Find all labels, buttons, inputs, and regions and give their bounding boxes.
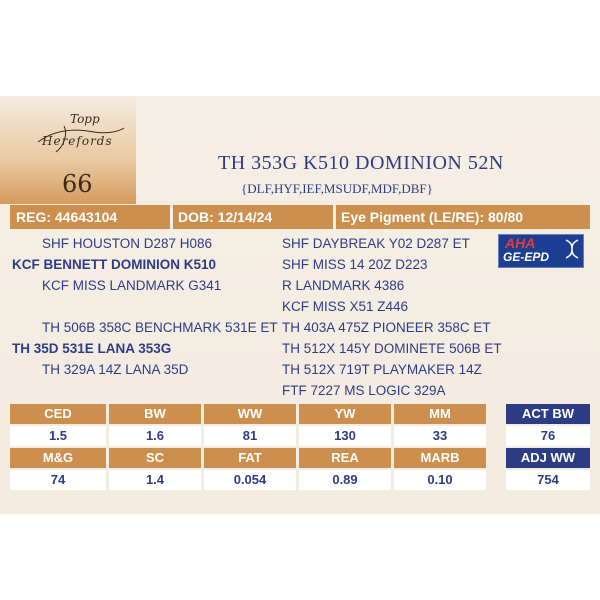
pedigree-ancestor: KCF MISS X51 Z446: [282, 299, 409, 314]
logo-line2: Herefords: [42, 134, 113, 148]
epd-value-bw: 1.6: [109, 426, 201, 446]
epd-value-mm: 33: [394, 426, 486, 446]
badge-line1: AHA: [505, 235, 536, 251]
info-bar: [10, 205, 590, 229]
pedigree-sire-sire: SHF HOUSTON D287 H086: [42, 236, 213, 251]
pedigree-ancestor: FTF 7227 MS LOGIC 329A: [282, 383, 446, 398]
epd-header-mm: MM: [394, 404, 486, 424]
pedigree-ancestor: SHF MISS 14 20Z D223: [282, 257, 428, 272]
act-bw-label: ACT BW: [506, 404, 590, 424]
adj-ww-label: ADJ WW: [506, 448, 590, 468]
logo-line1: Topp: [70, 112, 100, 126]
epd-value-yw: 130: [299, 426, 391, 446]
pedigree-ancestor: TH 512X 719T PLAYMAKER 14Z: [282, 362, 482, 377]
divider: [170, 205, 173, 229]
epd-value-sc: 1.4: [109, 470, 201, 490]
pedigree-ancestor: TH 403A 475Z PIONEER 358C ET: [282, 320, 491, 335]
pedigree-sire-dam: KCF MISS LANDMARK G341: [42, 278, 222, 293]
pedigree-ancestor: TH 512X 145Y DOMINETE 506B ET: [282, 341, 502, 356]
epd-header-fat: FAT: [204, 448, 296, 468]
epd-value-ced: 1.5: [10, 426, 106, 446]
pedigree-ancestor: SHF DAYBREAK Y02 D287 ET: [282, 236, 470, 251]
epd-header-bw: BW: [109, 404, 201, 424]
registration-number: REG: 44643104: [16, 209, 118, 225]
epd-header-mg: M&G: [10, 448, 106, 468]
genetic-status: {DLF,HYF,IEF,MSUDF,MDF,DBF}: [241, 181, 433, 196]
epd-header-sc: SC: [109, 448, 201, 468]
epd-header-yw: YW: [299, 404, 391, 424]
divider: [333, 205, 336, 229]
ranch-logo: [34, 112, 134, 162]
epd-header-ced: CED: [10, 404, 106, 424]
date-of-birth: DOB: 12/14/24: [178, 209, 273, 225]
epd-value-fat: 0.054: [204, 470, 296, 490]
pedigree-ancestor: R LANDMARK 4386: [282, 278, 405, 293]
epd-value-mg: 74: [10, 470, 106, 490]
aha-ge-epd-badge: [498, 234, 584, 268]
epd-value-rea: 0.89: [299, 470, 391, 490]
animal-name: TH 353G K510 DOMINION 52N: [218, 152, 504, 174]
epd-header-ww: WW: [204, 404, 296, 424]
epd-value-ww: 81: [204, 426, 296, 446]
pedigree-dam: TH 35D 531E LANA 353G: [12, 341, 172, 356]
epd-value-marb: 0.10: [394, 470, 486, 490]
lot-number: 66: [62, 170, 93, 198]
dna-helix-icon: [563, 238, 581, 264]
pedigree-dam-sire: TH 506B 358C BENCHMARK 531E ET: [42, 320, 278, 335]
pedigree-sire: KCF BENNETT DOMINION K510: [12, 257, 217, 272]
eye-pigment: Eye Pigment (LE/RE): 80/80: [341, 209, 524, 225]
pedigree-dam-dam: TH 329A 14Z LANA 35D: [42, 362, 189, 377]
badge-line2: GE-EPD: [503, 250, 550, 264]
epd-header-marb: MARB: [394, 448, 486, 468]
adj-ww-value: 754: [506, 470, 590, 490]
act-bw-value: 76: [506, 426, 590, 446]
epd-header-rea: REA: [299, 448, 391, 468]
